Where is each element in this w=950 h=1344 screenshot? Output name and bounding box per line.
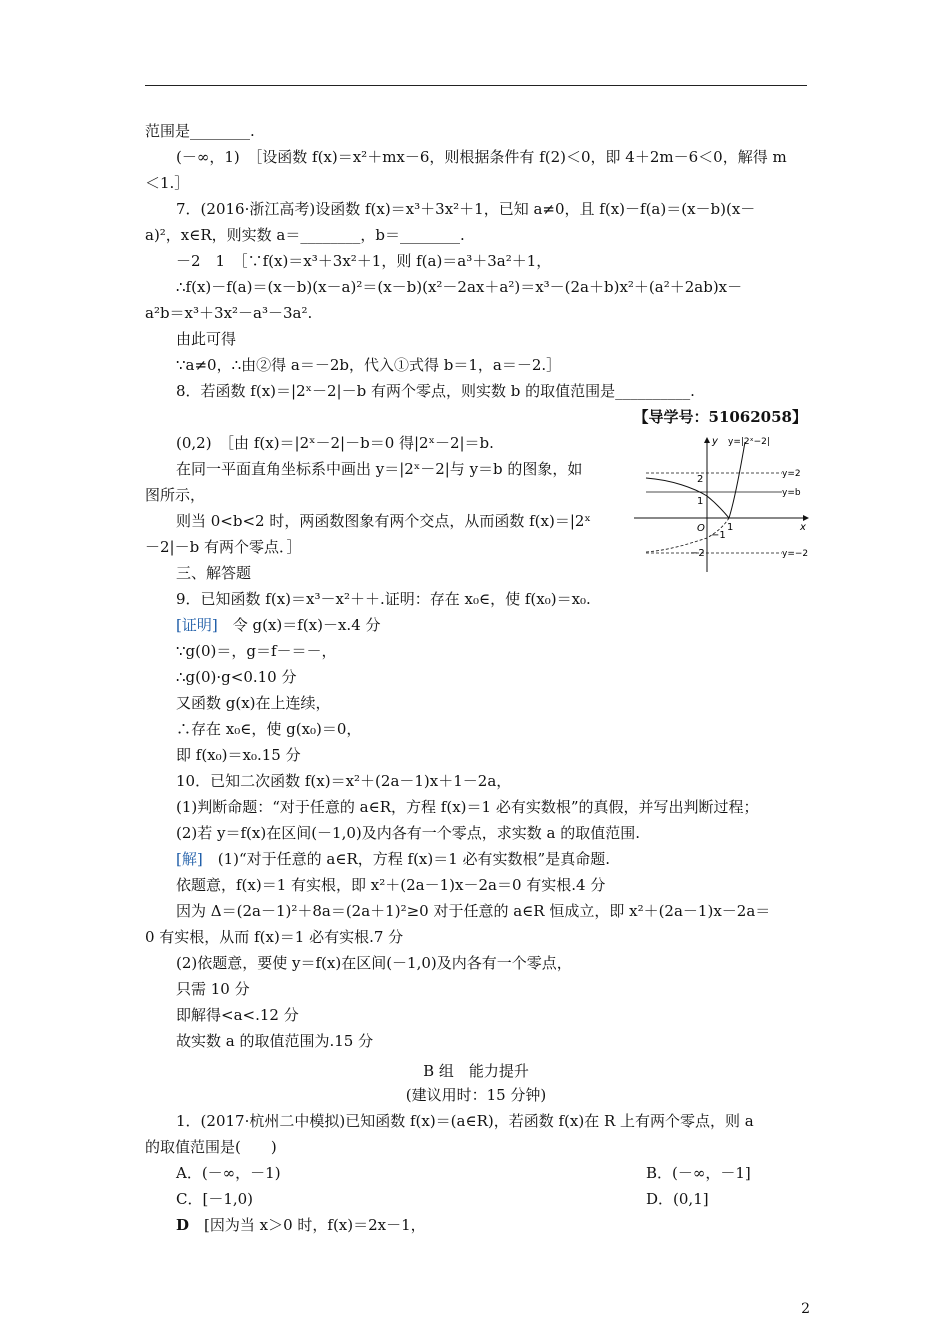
text-line: 在同一平面直角坐标系中画出 y＝|2ˣ－2|与 y＝b 的图象，如 [176,460,583,478]
section-heading: 三、解答题 [176,564,252,582]
text-line: 9．已知函数 f(x)＝x³－x²＋＋.证明：存在 x₀∈，使 f(x₀)＝x₀. [176,590,591,608]
curve-right [729,442,745,518]
text-line: 1．(2017·杭州二中模拟)已知函数 f(x)＝(a∈R)，若函数 f(x)在 R 上有两个零点，则 a [176,1112,754,1130]
text-line: －2 1 ［∵f(x)＝x³＋3x²＋1，则 f(a)＝a³＋3a²＋1， [176,252,552,270]
text-line: 则当 0<b<2 时，两函数图象有两个交点，从而函数 f(x)＝|2ˣ [176,512,591,530]
text-line: ∴f(x)－f(a)＝(x－b)(x－a)²＝(x－b)(x²－2ax＋a²)＝x³－(2a＋b)x²＋(a²＋2ab)x－ [176,278,743,296]
text-line: 8．若函数 f(x)＝|2ˣ－2|－b 有两个零点，则实数 b 的取值范围是__________. [176,382,695,400]
text-line: (－∞，1) ［设函数 f(x)＝x²＋mx－6，则根据条件有 f(2)＜0，即 4＋2m－6＜0，解得 m [176,148,787,166]
proof-tag: [证明] [176,616,218,634]
choice-b: B．(－∞，－1] [646,1164,751,1182]
text-line: 因为 Δ＝(2a－1)²＋8a＝(2a＋1)²≥0 对于任意的 a∈R 恒成立，即 x²＋(2a－1)x－2a＝ [176,902,771,920]
text-line: 故实数 a 的取值范围为.15 分 [176,1032,374,1050]
line-y2-label: y=2 [782,469,801,479]
text-line: (2)若 y＝f(x)在区间(－1,0)及内各有一个零点，求实数 a 的取值范围. [176,824,641,842]
choice-c: C．[－1,0) [176,1190,254,1208]
text-line: 由此可得 [176,330,237,348]
choice-row [176,1162,841,1184]
text-line: 即 f(x₀)＝x₀.15 分 [176,746,301,764]
line-yb-label: y=b [782,488,801,498]
function-graph [632,432,812,576]
tick-neg2: −2 [690,548,705,559]
text-line: 图所示， [145,486,206,504]
curve-label: y=|2ˣ−2| [728,437,770,447]
text-span: 令 g(x)＝f(x)－x.4 分 [217,616,381,634]
line-ym2-label: y=−2 [782,549,809,559]
text-line: ∵a≠0，∴由②得 a＝－2b，代入①式得 b＝1，a＝－2.］ [176,356,562,374]
text-span: [因为当 x＞0 时，f(x)＝2x－1， [189,1216,426,1234]
group-heading: B 组 能力提升 [423,1062,529,1080]
text-line: －2|－b 有两个零点．］ [145,538,302,556]
text-line: 又函数 g(x)在上连续， [176,694,331,712]
tick-2: 2 [697,474,704,485]
text-line: 只需 10 分 [176,980,250,998]
text-line [176,1214,841,1236]
choice-a: A．(－∞，－1) [176,1164,281,1182]
text-line: 0 有实根，从而 f(x)＝1 必有实根.7 分 [145,928,404,946]
text-line: (0,2) ［由 f(x)＝|2ˣ－2|－b＝0 得|2ˣ－2|＝b. [176,434,494,452]
guide-number: 【导学号：51062058】 [633,408,807,426]
text-line [176,848,841,870]
text-line [176,614,841,636]
curve-left [646,478,729,518]
tick-neg1: −1 [711,530,726,541]
text-line: 依题意，f(x)＝1 有实根，即 x²＋(2a－1)x－2a＝0 有实根.4 分 [176,876,606,894]
tick-x1: 1 [727,522,734,533]
text-line: 的取值范围是( ) [145,1138,277,1156]
text-line: ＜1.］ [145,174,190,192]
text-line: a)²，x∈R，则实数 a＝________，b＝________. [145,226,465,244]
text-span: (1)“对于任意的 a∈R，方程 f(x)＝1 必有实数根”是真命题. [202,850,610,868]
x-axis-label: x [800,522,806,533]
text-line: a²b＝x³＋3x²－a³－3a². [145,304,313,322]
text-line: 即解得<a<.12 分 [176,1006,299,1024]
text-line: (1)判断命题：“对于任意的 a∈R，方程 f(x)＝1 必有实数根”的真假，并写出判断过程； [176,798,759,816]
origin-label: O [697,523,705,534]
text-line: (2)依题意，要使 y＝f(x)在区间(－1,0)及内各有一个零点， [176,954,572,972]
y-axis-label: y [712,436,718,447]
text-line: ∴存在 x₀∈，使 g(x₀)＝0， [176,720,362,738]
text-line: 7．(2016·浙江高考)设函数 f(x)＝x³＋3x²＋1，已知 a≠0，且 f(x)－f(a)＝(x－b)(x－ [176,200,756,218]
text-line: 10．已知二次函数 f(x)＝x²＋(2a－1)x＋1－2a， [176,772,512,790]
text-line: ∴g(0)·g<0.10 分 [176,668,297,686]
text-line: ∵g(0)＝，g＝f－＝－， [176,642,337,660]
choice-d: D．(0,1] [646,1190,709,1208]
solution-tag: [解] [176,850,203,868]
choice-row [176,1188,841,1210]
page-number: 2 [801,1301,810,1317]
header-rule [145,85,807,86]
answer-letter: D [176,1216,190,1234]
time-hint: (建议用时：15 分钟) [405,1086,547,1104]
tick-1: 1 [697,496,704,507]
text-line: 范围是________. [145,122,255,140]
